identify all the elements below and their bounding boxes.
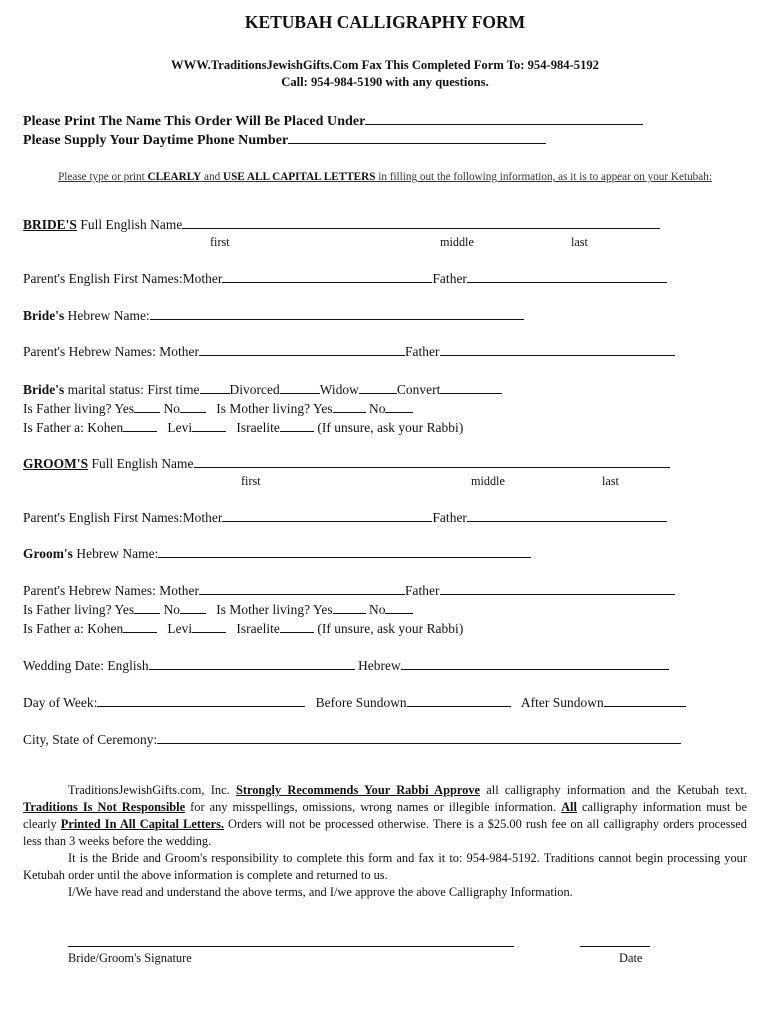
groom-mother-living-yes[interactable] — [333, 601, 366, 614]
groom-father-living-yes[interactable] — [134, 601, 160, 614]
bride-father-label: Father — [432, 271, 467, 286]
bride-status-label: marital status: First time — [64, 382, 200, 397]
bride-levi-field[interactable] — [192, 419, 226, 432]
bride-name-label: Full English Name — [76, 217, 183, 232]
terms-p3 — [23, 884, 747, 901]
bride-israelite-field[interactable] — [280, 419, 314, 432]
instructions-text-3: in filling out the following information, as it is to appear on your Ketubah: — [375, 171, 712, 183]
bride-israelite-label: Israelite — [236, 420, 280, 435]
terms-p1 — [23, 782, 747, 850]
convert-label: Convert — [396, 382, 441, 397]
groom-father-living-no[interactable] — [180, 601, 206, 614]
wedding-date-hebrew-field[interactable] — [401, 657, 669, 670]
terms-rabbi-approve: Strongly Recommends Your Rabbi Approve — [235, 783, 481, 797]
terms-not-responsible: Traditions Is Not Responsible — [23, 800, 186, 814]
terms-t3: all calligraphy information and the Ketubah text. — [480, 783, 747, 797]
terms-t9: Orders will not be processed otherwise. There is a $25.00 rush fee on all calligraphy orders processed less than 3 weeks before the wedding. — [23, 817, 747, 848]
bride-parents-english-row — [23, 270, 667, 287]
bride-kohen-field[interactable] — [123, 419, 157, 432]
bride-father-living-no[interactable] — [180, 400, 206, 413]
wedding-date-english-field[interactable] — [149, 657, 355, 670]
wedding-date-hebrew-label: Hebrew — [354, 658, 401, 673]
groom-father-hebrew-field[interactable] — [440, 582, 675, 595]
terms-p2 — [23, 850, 747, 884]
after-sundown-field[interactable] — [604, 694, 686, 707]
groom-last-caption: last — [602, 474, 619, 488]
signature-label: Bride/Groom's Signature — [68, 951, 192, 965]
bride-mother-living-yes[interactable] — [333, 400, 366, 413]
bride-hebrew-row — [23, 307, 524, 324]
groom-name-label: Full English Name — [88, 456, 194, 471]
bride-parents-hebrew-row — [23, 343, 675, 360]
bride-father-no-label: No — [163, 401, 181, 416]
groom-full-name-field[interactable] — [194, 455, 670, 468]
groom-name-row — [23, 455, 670, 472]
bride-father-hebrew-field[interactable] — [440, 343, 675, 356]
before-sundown-field[interactable] — [407, 694, 511, 707]
bride-kohen-label: Is Father a: Kohen — [23, 420, 124, 435]
divorced-field[interactable] — [280, 381, 320, 394]
bride-father-english-field[interactable] — [467, 270, 667, 283]
ceremony-location-row — [23, 731, 681, 748]
instructions-clearly: CLEARLY — [147, 171, 202, 183]
groom-father-no-label: No — [163, 602, 181, 617]
instructions-capitals: USE ALL CAPITAL LETTERS — [222, 171, 376, 183]
instructions — [30, 169, 740, 185]
groom-father-english-field[interactable] — [467, 509, 667, 522]
terms-all: All — [561, 800, 577, 814]
order-phone-field[interactable] — [288, 131, 546, 144]
contact-line-phone: Call: 954-984-5190 with any questions. — [281, 75, 489, 89]
widow-field[interactable] — [359, 381, 397, 394]
terms-p3-text: I/We have read and understand the above terms, and I/we approve the above Calligraphy Information. — [68, 885, 573, 899]
bride-parents-english-label: Parent's English First Names:Mother — [23, 271, 223, 286]
bride-father-hebrew-label: Father — [405, 344, 440, 359]
bride-heading: BRIDE'S — [23, 217, 77, 232]
groom-mother-hebrew-field[interactable] — [199, 582, 405, 595]
bride-full-name-field[interactable] — [182, 216, 660, 229]
bride-parents-hebrew-label: Parent's Hebrew Names: Mother — [23, 344, 200, 359]
groom-father-tribe-row — [23, 620, 463, 637]
groom-parents-hebrew-label: Parent's Hebrew Names: Mother — [23, 583, 200, 598]
terms-t1: TraditionsJewishGifts.com, Inc. — [68, 783, 236, 797]
bride-father-living-label: Is Father living? Yes — [23, 401, 135, 416]
groom-mother-no-label: No — [369, 602, 386, 617]
convert-field[interactable] — [440, 381, 502, 394]
before-sundown-label: Before Sundown — [315, 695, 407, 710]
instructions-text-1: Please type or print — [58, 171, 148, 183]
groom-hebrew-label: Hebrew Name: — [72, 546, 159, 561]
terms-t7: calligraphy information must be clearly — [23, 800, 748, 831]
groom-kohen-field[interactable] — [123, 620, 157, 633]
signature-field[interactable] — [68, 946, 514, 947]
groom-father-hebrew-label: Father — [405, 583, 440, 598]
bride-father-tribe-row — [23, 419, 463, 436]
groom-hebrew-name-field[interactable] — [158, 545, 531, 558]
groom-levi-label: Levi — [167, 621, 193, 636]
groom-hebrew-row — [23, 545, 531, 562]
groom-middle-caption: middle — [471, 474, 505, 488]
bride-father-living-yes[interactable] — [134, 400, 160, 413]
terms-capital-letters: Printed In All Capital Letters. — [60, 817, 224, 831]
order-name-field[interactable] — [365, 112, 643, 125]
groom-parents-living-row — [23, 601, 413, 618]
groom-levi-field[interactable] — [192, 620, 226, 633]
bride-mother-hebrew-field[interactable] — [199, 343, 405, 356]
instructions-text-2: and — [201, 171, 223, 183]
bride-hebrew-heading: Bride's — [23, 308, 65, 323]
day-of-week-label: Day of Week: — [23, 695, 98, 710]
groom-first-caption: first — [241, 474, 261, 488]
groom-mother-living-label: Is Mother living? Yes — [216, 602, 333, 617]
order-name-label: Please Print The Name This Order Will Be Placed Under — [23, 114, 366, 129]
bride-last-caption: last — [571, 235, 588, 249]
form-title: KETUBAH CALLIGRAPHY FORM — [244, 12, 526, 32]
terms-paragraph — [23, 782, 747, 901]
groom-father-label: Father — [432, 510, 467, 525]
groom-unsure-note: (If unsure, ask your Rabbi) — [313, 621, 464, 636]
groom-israelite-field[interactable] — [280, 620, 314, 633]
bride-mother-living-no[interactable] — [385, 400, 413, 413]
groom-israelite-label: Israelite — [236, 621, 280, 636]
bride-hebrew-name-field[interactable] — [150, 307, 524, 320]
date-label: Date — [619, 951, 643, 965]
groom-father-living-label: Is Father living? Yes — [23, 602, 135, 617]
groom-parents-hebrew-row — [23, 582, 675, 599]
after-sundown-label: After Sundown — [520, 695, 604, 710]
groom-parents-english-row — [23, 509, 667, 526]
bride-mother-living-label: Is Mother living? Yes — [216, 401, 333, 416]
bride-status-row — [23, 381, 502, 398]
order-phone-label: Please Supply Your Daytime Phone Number — [23, 133, 289, 148]
order-name-row — [23, 112, 643, 130]
groom-mother-english-field[interactable] — [222, 509, 432, 522]
bride-parents-living-row — [23, 400, 413, 417]
bride-mother-english-field[interactable] — [222, 270, 432, 283]
bride-status-heading: Bride's — [23, 382, 65, 397]
order-phone-row — [23, 131, 546, 149]
bride-hebrew-label: Hebrew Name: — [64, 308, 150, 323]
wedding-date-english-label: Wedding Date: English — [23, 658, 149, 673]
groom-hebrew-heading: Groom's — [23, 546, 73, 561]
first-time-field[interactable] — [200, 381, 230, 394]
bride-unsure-note: (If unsure, ask your Rabbi) — [313, 420, 464, 435]
groom-heading: GROOM'S — [23, 456, 89, 471]
terms-t5: for any misspellings, omissions, wrong names or illegible information. — [185, 800, 562, 814]
widow-label: Widow — [319, 382, 359, 397]
bride-levi-label: Levi — [167, 420, 193, 435]
bride-middle-caption: middle — [440, 235, 474, 249]
wedding-date-row — [23, 657, 669, 674]
bride-mother-no-label: No — [369, 401, 386, 416]
terms-p2-text: It is the Bride and Groom's responsibility to complete this form and fax it to: 954-984-5192. Traditions cannot begin processing your Ketubah order until the above information is complete and returned to us. — [23, 851, 747, 882]
ceremony-location-field[interactable] — [157, 731, 681, 744]
groom-kohen-label: Is Father a: Kohen — [23, 621, 124, 636]
day-of-week-row — [23, 694, 686, 711]
date-field[interactable] — [580, 946, 650, 947]
groom-parents-english-label: Parent's English First Names:Mother — [23, 510, 223, 525]
bride-name-row — [23, 216, 660, 233]
bride-first-caption: first — [210, 235, 230, 249]
day-of-week-field[interactable] — [97, 694, 305, 707]
contact-line-website-fax: WWW.TraditionsJewishGifts.Com Fax This Completed Form To: 954-984-5192 — [171, 58, 599, 72]
divorced-label: Divorced — [229, 382, 280, 397]
groom-mother-living-no[interactable] — [385, 601, 413, 614]
ceremony-location-label: City, State of Ceremony: — [23, 732, 158, 747]
